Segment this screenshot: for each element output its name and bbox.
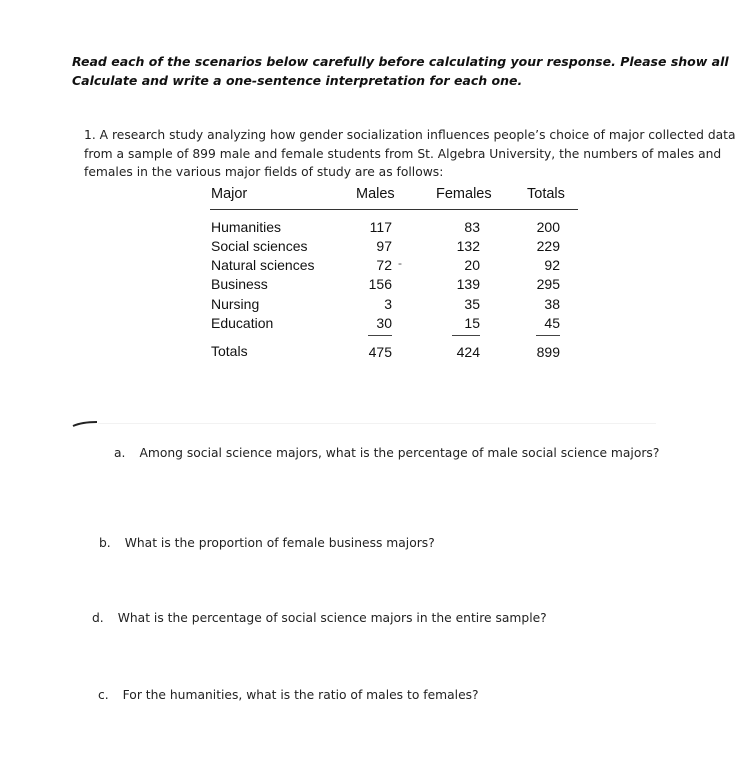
row-major: Education bbox=[211, 315, 274, 331]
row-totals: 295 bbox=[536, 276, 560, 292]
question-d bbox=[92, 611, 547, 625]
totals-females: 424 bbox=[456, 344, 480, 360]
separator-line bbox=[98, 423, 656, 424]
instructions-line-2: Calculate and write a one-sentence interpretation for each one. bbox=[72, 73, 523, 88]
header-totals: Totals bbox=[527, 186, 565, 202]
row-major: Humanities bbox=[211, 219, 282, 235]
instructions bbox=[72, 52, 729, 90]
totals-totals: 899 bbox=[536, 344, 560, 360]
row-males: 72 bbox=[376, 257, 392, 273]
row-major: Business bbox=[211, 276, 268, 292]
row-males: 30 bbox=[376, 315, 392, 331]
instructions-line-1: Read each of the scenarios below carefully before calculating your response. Please show all bbox=[72, 54, 729, 69]
totals-label: Totals bbox=[211, 343, 248, 359]
row-totals: 45 bbox=[544, 315, 560, 331]
pen-mark bbox=[72, 421, 98, 427]
row-females: 15 bbox=[464, 315, 480, 331]
question-c-text: For the humanities, what is the ratio of males to females? bbox=[122, 688, 479, 702]
question-d-text: What is the percentage of social science majors in the entire sample? bbox=[117, 611, 547, 625]
row-totals: 92 bbox=[544, 257, 560, 273]
row-major: Social sciences bbox=[211, 238, 308, 254]
row-major: Nursing bbox=[211, 296, 260, 312]
row-females: 83 bbox=[464, 219, 480, 235]
question-d-letter: d. bbox=[92, 611, 104, 625]
row-males: 3 bbox=[384, 296, 392, 312]
totals-males: 475 bbox=[368, 344, 392, 360]
row-males: 156 bbox=[368, 276, 392, 292]
row-totals: 38 bbox=[544, 296, 560, 312]
row-females: 132 bbox=[456, 238, 480, 254]
question-c bbox=[98, 688, 479, 702]
question-a bbox=[114, 446, 659, 460]
males-sum-rule bbox=[368, 335, 392, 336]
header-females: Females bbox=[436, 186, 492, 202]
header-major: Major bbox=[211, 186, 248, 202]
header-rule bbox=[210, 209, 578, 210]
question-b-text: What is the proportion of female business majors? bbox=[124, 536, 435, 550]
row-totals: 229 bbox=[536, 238, 560, 254]
stray-mark: - bbox=[398, 256, 402, 270]
question-c-letter: c. bbox=[98, 688, 109, 702]
question-a-letter: a. bbox=[114, 446, 126, 460]
row-major: Natural sciences bbox=[211, 257, 315, 273]
question-b bbox=[99, 536, 435, 550]
row-females: 35 bbox=[464, 296, 480, 312]
problem-line-2: from a sample of 899 male and female students from St. Algebra University, the numbers of males and bbox=[84, 146, 722, 161]
row-totals: 200 bbox=[536, 219, 560, 235]
row-females: 139 bbox=[456, 276, 480, 292]
question-a-text: Among social science majors, what is the percentage of male social science majors? bbox=[139, 446, 660, 460]
header-males: Males bbox=[356, 186, 395, 202]
row-males: 117 bbox=[369, 219, 392, 235]
females-sum-rule bbox=[452, 335, 480, 336]
problem-line-3: females in the various major fields of study are as follows: bbox=[84, 165, 444, 179]
problem-line-1: 1. A research study analyzing how gender socialization influences people’s choice of major collected data bbox=[84, 128, 736, 142]
totals-sum-rule bbox=[536, 335, 560, 336]
question-b-letter: b. bbox=[99, 536, 111, 550]
row-females: 20 bbox=[464, 257, 480, 273]
problem-statement bbox=[84, 126, 736, 182]
row-males: 97 bbox=[376, 238, 392, 254]
